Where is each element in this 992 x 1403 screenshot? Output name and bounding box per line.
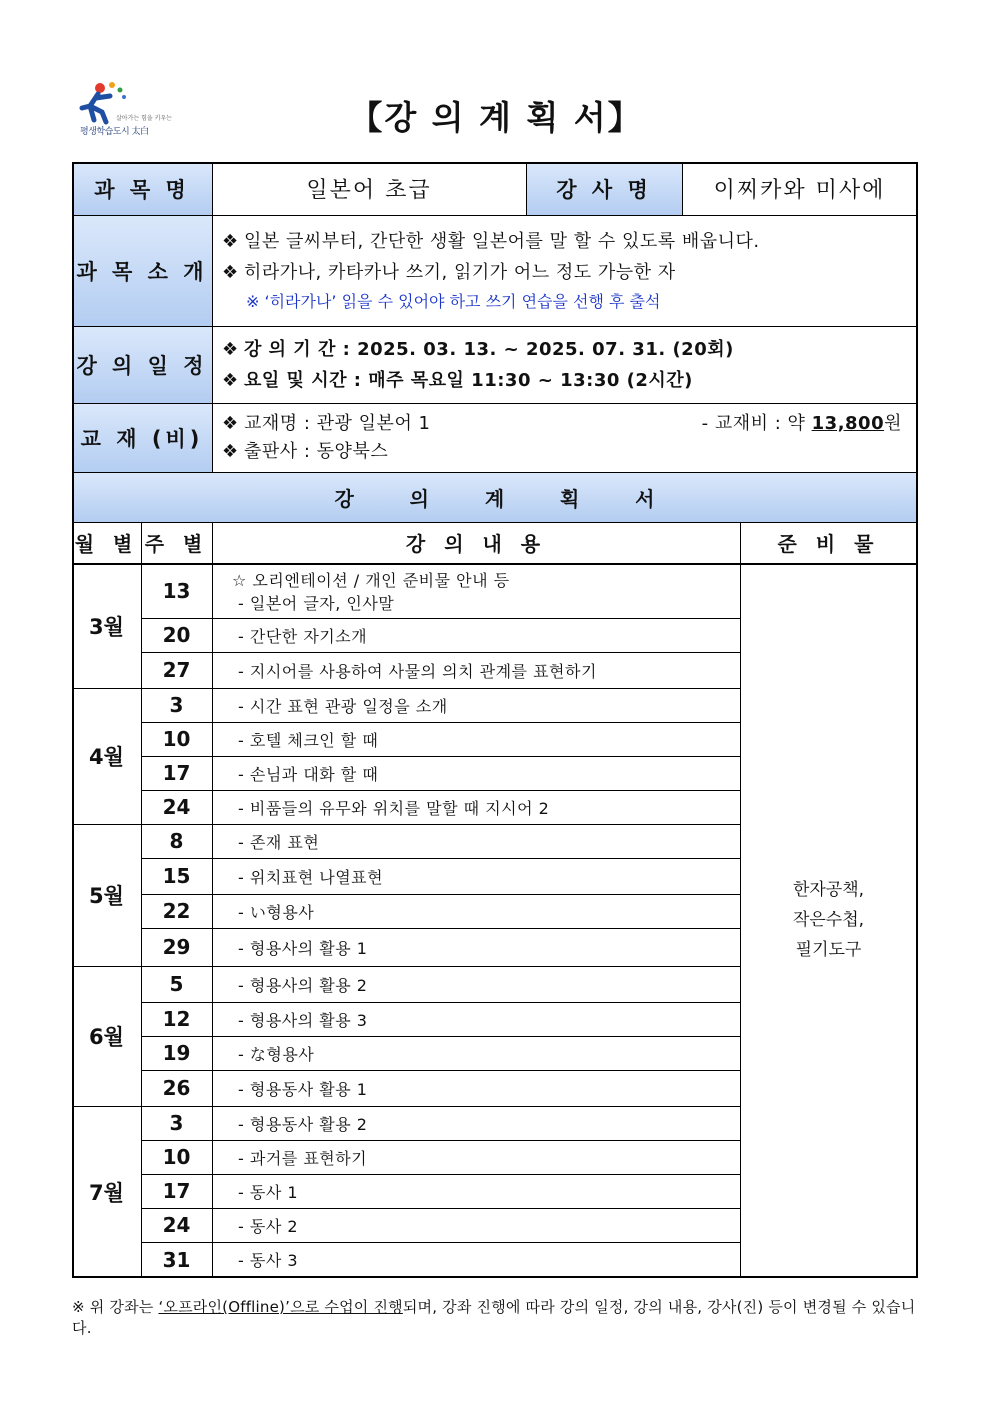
lesson-content — [212, 790, 740, 824]
lesson-content — [212, 688, 740, 722]
schedule-title — [72, 472, 917, 522]
prep-item: 작은수첩, — [792, 910, 865, 930]
footer-rest: 되며, 강좌 진행에 따라 강의 일정, 강의 내용, 강사(진) 등이 변경될 수 있습니다. — [72, 1298, 916, 1337]
lesson-content — [212, 1070, 740, 1106]
textbook-content — [212, 403, 917, 472]
week-cell — [141, 966, 212, 1002]
week-number: 29 — [162, 935, 191, 959]
lesson-content — [212, 1002, 740, 1036]
logo-name: 평생학습도시 太白 — [80, 127, 149, 137]
diamond-bullet-icon: ❖ — [222, 369, 239, 391]
week-number: 10 — [162, 727, 191, 751]
intro-line-text: 히라가나, 카타카나 쓰기, 읽기가 어느 정도 가능한 자 — [244, 261, 676, 283]
table-rule — [526, 162, 527, 215]
week-cell — [141, 652, 212, 688]
intro-note: ※ ‘히라가나’ 읽을 수 있어야 하고 쓰기 연습을 선행 후 출석 — [246, 291, 661, 311]
intro-content — [212, 215, 917, 326]
week-number: 24 — [162, 1213, 191, 1237]
table-rule — [72, 326, 917, 327]
subject-value — [212, 162, 526, 215]
intro-line-text: 일본 글씨부터, 간단한 생활 일본어를 말 할 수 있도록 배웁니다. — [244, 230, 760, 252]
table-rule — [72, 563, 917, 565]
week-number: 10 — [162, 1145, 191, 1169]
week-number: 17 — [162, 1179, 191, 1203]
lesson-content — [212, 722, 740, 756]
week-number: 27 — [162, 658, 191, 682]
schedule-label — [72, 326, 212, 403]
lesson-content — [212, 1208, 740, 1242]
textbook-name: 교재명 : 관광 일본어 1 — [244, 412, 431, 434]
textbook-label-text: 교 재 (비) — [80, 426, 204, 451]
week-cell — [141, 722, 212, 756]
footer-note — [72, 1297, 924, 1339]
intro-label-text: 과 목 소 개 — [76, 259, 208, 284]
lesson-content — [212, 928, 740, 966]
schedule-content — [212, 326, 917, 403]
diamond-bullet-icon: ❖ — [222, 440, 239, 462]
lesson-text: - 간단한 자기소개 — [238, 626, 368, 646]
publisher-line — [212, 438, 388, 466]
schedule-line — [212, 334, 734, 365]
lesson-text: - 형용사의 활용 2 — [238, 975, 368, 995]
prep-item: 한자공책, — [792, 880, 865, 900]
lesson-content — [212, 894, 740, 928]
week-cell — [141, 1140, 212, 1174]
week-number: 15 — [162, 864, 191, 888]
lesson-text: - 호텔 체크인 할 때 — [238, 730, 379, 750]
week-cell — [141, 1208, 212, 1242]
subject-label-text: 과 목 명 — [94, 177, 190, 202]
month-cell — [72, 966, 141, 1106]
lesson-content — [212, 1242, 740, 1277]
textbook-line — [212, 410, 902, 438]
lesson-text: ☆ 오리엔테이션 / 개인 준비물 안내 등 — [232, 570, 510, 590]
table-rule — [212, 522, 213, 1277]
week-cell — [141, 1070, 212, 1106]
prep-item: 필기도구 — [795, 940, 862, 960]
textbook-label — [72, 403, 212, 472]
week-number: 26 — [162, 1076, 191, 1100]
col-prep-header — [740, 522, 917, 563]
week-cell — [141, 1002, 212, 1036]
textbook-fee-label: - 교재비 : 약 — [701, 412, 812, 434]
week-cell — [141, 688, 212, 722]
col-content-header — [212, 522, 740, 563]
table-rule — [212, 162, 213, 472]
week-number: 22 — [162, 899, 191, 923]
week-number: 5 — [169, 972, 184, 996]
subject-label — [72, 162, 212, 215]
schedule-line — [212, 365, 693, 396]
prep-materials — [740, 563, 917, 1277]
publisher-text: 출판사 : 동양북스 — [244, 440, 389, 462]
week-cell — [141, 563, 212, 618]
week-cell — [141, 928, 212, 966]
table-rule — [72, 1276, 917, 1278]
logo-slogan: 살아가는 힘을 키우는 — [116, 115, 172, 122]
month-label: 4월 — [89, 745, 124, 769]
month-cell — [72, 688, 141, 824]
month-cell — [72, 1106, 141, 1277]
lesson-text: - 동사 2 — [238, 1216, 299, 1236]
week-number: 8 — [169, 829, 184, 853]
lesson-content — [212, 858, 740, 894]
table-rule — [72, 472, 917, 473]
instructor-label-text: 강 사 명 — [556, 177, 652, 202]
schedule-title-text: 강 의 계 획 서 — [334, 486, 655, 511]
week-number: 31 — [162, 1247, 191, 1272]
week-number: 3 — [169, 1111, 184, 1135]
week-cell — [141, 824, 212, 858]
diamond-bullet-icon: ❖ — [222, 412, 239, 434]
lesson-content — [212, 966, 740, 1002]
textbook-fee-unit: 원 — [884, 412, 902, 434]
schedule-line-text: 요일 및 시간 : 매주 목요일 11:30 ~ 13:30 (2시간) — [244, 369, 693, 391]
intro-label — [72, 215, 212, 326]
lesson-content — [212, 824, 740, 858]
lesson-text: - 존재 표현 — [238, 832, 320, 852]
week-number: 19 — [162, 1041, 191, 1065]
table-rule — [72, 162, 917, 164]
col-prep-text: 준 비 물 — [777, 532, 880, 556]
lesson-text: - い형용사 — [238, 902, 315, 922]
month-label: 6월 — [89, 1025, 124, 1049]
table-rule — [682, 162, 683, 215]
lesson-text: - 동사 1 — [238, 1182, 299, 1202]
table-rule — [72, 215, 917, 216]
week-number: 13 — [162, 578, 191, 603]
month-cell — [72, 824, 141, 966]
table-rule — [916, 162, 918, 1278]
month-label: 5월 — [89, 884, 124, 908]
week-number: 12 — [162, 1007, 191, 1031]
week-cell — [141, 756, 212, 790]
lesson-content — [212, 756, 740, 790]
document-title: 【강 의 계 획 서】 — [349, 98, 643, 137]
month-cell — [72, 563, 141, 688]
week-cell — [141, 1174, 212, 1208]
month-label: 3월 — [89, 614, 124, 639]
lesson-text: - 위치표현 나열표현 — [238, 867, 384, 887]
week-number: 17 — [162, 761, 191, 785]
week-cell — [141, 618, 212, 652]
footer-underlined: ‘오프라인(Offline)’으로 수업이 진행 — [158, 1298, 403, 1316]
week-cell — [141, 1242, 212, 1277]
week-number: 3 — [169, 693, 184, 717]
col-week-text: 주 별 — [144, 532, 209, 556]
col-week-header — [141, 522, 212, 563]
lesson-content — [212, 1106, 740, 1140]
lesson-content — [212, 1140, 740, 1174]
week-cell — [141, 858, 212, 894]
footer-prefix: ※ 위 강좌는 — [72, 1298, 159, 1316]
week-cell — [141, 1036, 212, 1070]
schedule-label-text: 강 의 일 정 — [76, 353, 208, 378]
lesson-text: - 동사 3 — [238, 1251, 299, 1270]
table-rule — [72, 403, 917, 404]
diamond-bullet-icon: ❖ — [222, 338, 239, 360]
lesson-text: - 과거를 표현하기 — [238, 1148, 368, 1168]
lesson-content — [212, 618, 740, 652]
diamond-bullet-icon: ❖ — [222, 261, 239, 283]
lesson-content — [212, 1174, 740, 1208]
intro-line — [212, 257, 676, 288]
table-rule — [740, 522, 741, 1277]
col-month-text: 월 별 — [74, 532, 139, 556]
lesson-text: - 형용동사 활용 2 — [238, 1114, 368, 1134]
month-label: 7월 — [89, 1180, 124, 1205]
week-cell — [141, 1106, 212, 1140]
lesson-text: - 지시어를 사용하여 사물의 의치 관계를 표현하기 — [238, 661, 597, 681]
diamond-bullet-icon: ❖ — [222, 230, 239, 252]
col-month-header — [72, 522, 141, 563]
intro-line — [212, 226, 760, 257]
week-number: 24 — [162, 795, 191, 819]
week-number: 20 — [162, 623, 191, 647]
lesson-text: - 형용사의 활용 3 — [238, 1010, 368, 1030]
subject-value-text: 일본어 초급 — [306, 178, 432, 203]
lesson-content — [212, 652, 740, 688]
lesson-content — [212, 563, 740, 618]
instructor-label — [526, 162, 682, 215]
lesson-text: - 손님과 대화 할 때 — [238, 764, 379, 784]
lesson-content — [212, 1036, 740, 1070]
lesson-text: - 형용동사 활용 1 — [238, 1079, 368, 1099]
col-content-text: 강 의 내 용 — [405, 532, 547, 556]
schedule-line-text: 강 의 기 간 : 2025. 03. 13. ~ 2025. 07. 31. (20회) — [244, 338, 734, 360]
table-rule — [141, 522, 142, 1277]
lesson-text: - 시간 표현 관광 일정을 소개 — [238, 696, 448, 716]
table-rule — [72, 522, 917, 523]
lesson-text: - 일본어 글자, 인사말 — [238, 593, 395, 613]
week-cell — [141, 790, 212, 824]
week-cell — [141, 894, 212, 928]
instructor-value — [682, 162, 917, 215]
textbook-fee: 13,800 — [811, 412, 885, 434]
lesson-text: - 형용사의 활용 1 — [238, 938, 368, 958]
lesson-text: - 비품들의 유무와 위치를 말할 때 지시어 2 — [238, 798, 550, 818]
lesson-text: - な형용사 — [238, 1044, 315, 1064]
table-rule — [72, 162, 74, 1278]
instructor-value-text: 이찌카와 미사에 — [713, 178, 886, 203]
